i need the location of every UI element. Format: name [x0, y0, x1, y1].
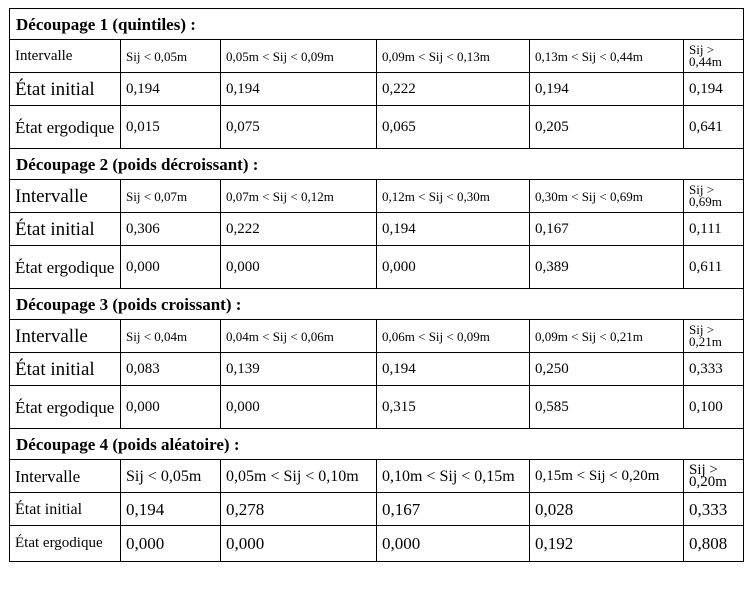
interval-cell: 0,12m < Sij < 0,30m: [377, 180, 530, 213]
ergodic-state-value: 0,075: [221, 106, 377, 149]
interval-cell: 0,09m < Sij < 0,13m: [377, 40, 530, 73]
ergodic-state-label: État ergodique: [10, 526, 121, 562]
interval-cell: Sij < 0,05m: [121, 40, 221, 73]
ergodic-state-row: [10, 106, 744, 149]
initial-state-value: 0,278: [221, 493, 377, 526]
interval-cell: Sij > 0,21m: [684, 320, 744, 353]
interval-row-label: Intervalle: [10, 460, 121, 493]
interval-row-label: Intervalle: [10, 180, 121, 213]
initial-state-row: [10, 353, 744, 386]
interval-row: [10, 320, 744, 353]
initial-state-value: 0,194: [377, 213, 530, 246]
interval-cell: Sij > 0,69m: [684, 180, 744, 213]
initial-state-row: [10, 73, 744, 106]
ergodic-state-label: État ergodique: [10, 386, 121, 429]
ergodic-state-value: 0,100: [684, 386, 744, 429]
table-body: [10, 9, 744, 562]
ergodic-state-value: 0,641: [684, 106, 744, 149]
interval-row-label: Intervalle: [10, 40, 121, 73]
interval-cell: 0,09m < Sij < 0,21m: [530, 320, 684, 353]
interval-cell: 0,30m < Sij < 0,69m: [530, 180, 684, 213]
ergodic-state-value: 0,000: [377, 246, 530, 289]
interval-row-label: Intervalle: [10, 320, 121, 353]
interval-cell: 0,06m < Sij < 0,09m: [377, 320, 530, 353]
initial-state-label: État initial: [10, 493, 121, 526]
initial-state-value: 0,333: [684, 493, 744, 526]
initial-state-value: 0,194: [221, 73, 377, 106]
ergodic-state-value: 0,000: [377, 526, 530, 562]
initial-state-value: 0,028: [530, 493, 684, 526]
interval-cell: 0,05m < Sij < 0,10m: [221, 460, 377, 493]
interval-cell: 0,04m < Sij < 0,06m: [221, 320, 377, 353]
ergodic-state-value: 0,611: [684, 246, 744, 289]
initial-state-value: 0,194: [121, 493, 221, 526]
interval-cell: Sij > 0,20m: [684, 460, 744, 493]
interval-row: [10, 180, 744, 213]
initial-state-value: 0,194: [530, 73, 684, 106]
section-title: Découpage 2 (poids décroissant) :: [10, 149, 744, 180]
initial-state-label: État initial: [10, 213, 121, 246]
ergodic-state-label: État ergodique: [10, 106, 121, 149]
interval-cell: Sij > 0,44m: [684, 40, 744, 73]
ergodic-state-value: 0,000: [221, 526, 377, 562]
initial-state-value: 0,333: [684, 353, 744, 386]
ergodic-state-value: 0,192: [530, 526, 684, 562]
ergodic-state-value: 0,000: [221, 246, 377, 289]
initial-state-value: 0,139: [221, 353, 377, 386]
interval-row: [10, 40, 744, 73]
initial-state-value: 0,194: [377, 353, 530, 386]
initial-state-label: État initial: [10, 73, 121, 106]
initial-state-value: 0,167: [377, 493, 530, 526]
initial-state-value: 0,167: [530, 213, 684, 246]
initial-state-value: 0,250: [530, 353, 684, 386]
ergodic-state-value: 0,015: [121, 106, 221, 149]
ergodic-state-value: 0,000: [121, 526, 221, 562]
interval-cell: 0,13m < Sij < 0,44m: [530, 40, 684, 73]
initial-state-value: 0,083: [121, 353, 221, 386]
initial-state-value: 0,222: [221, 213, 377, 246]
initial-state-value: 0,111: [684, 213, 744, 246]
interval-row: [10, 460, 744, 493]
interval-cell: 0,07m < Sij < 0,12m: [221, 180, 377, 213]
initial-state-row: [10, 493, 744, 526]
initial-state-value: 0,194: [121, 73, 221, 106]
section-header-row: [10, 9, 744, 40]
ergodic-state-value: 0,000: [121, 246, 221, 289]
section-title: Découpage 3 (poids croissant) :: [10, 289, 744, 320]
initial-state-value: 0,222: [377, 73, 530, 106]
ergodic-state-label: État ergodique: [10, 246, 121, 289]
ergodic-state-value: 0,000: [221, 386, 377, 429]
initial-state-value: 0,194: [684, 73, 744, 106]
section-title: Découpage 1 (quintiles) :: [10, 9, 744, 40]
ergodic-state-value: 0,065: [377, 106, 530, 149]
interval-cell: 0,15m < Sij < 0,20m: [530, 460, 684, 493]
interval-cell: Sij < 0,07m: [121, 180, 221, 213]
initial-state-value: 0,306: [121, 213, 221, 246]
ergodic-state-value: 0,389: [530, 246, 684, 289]
ergodic-state-value: 0,205: [530, 106, 684, 149]
interval-cell: 0,10m < Sij < 0,15m: [377, 460, 530, 493]
ergodic-state-value: 0,315: [377, 386, 530, 429]
interval-cell: 0,05m < Sij < 0,09m: [221, 40, 377, 73]
ergodic-state-row: [10, 526, 744, 562]
initial-state-row: [10, 213, 744, 246]
interval-cell: Sij < 0,04m: [121, 320, 221, 353]
ergodic-state-value: 0,000: [121, 386, 221, 429]
ergodic-state-value: 0,808: [684, 526, 744, 562]
section-header-row: [10, 289, 744, 320]
ergodic-state-row: [10, 246, 744, 289]
ergodic-state-value: 0,585: [530, 386, 684, 429]
initial-state-label: État initial: [10, 353, 121, 386]
section-header-row: [10, 149, 744, 180]
section-title: Découpage 4 (poids aléatoire) :: [10, 429, 744, 460]
section-header-row: [10, 429, 744, 460]
ergodic-state-row: [10, 386, 744, 429]
transition-table: [9, 8, 744, 562]
interval-cell: Sij < 0,05m: [121, 460, 221, 493]
